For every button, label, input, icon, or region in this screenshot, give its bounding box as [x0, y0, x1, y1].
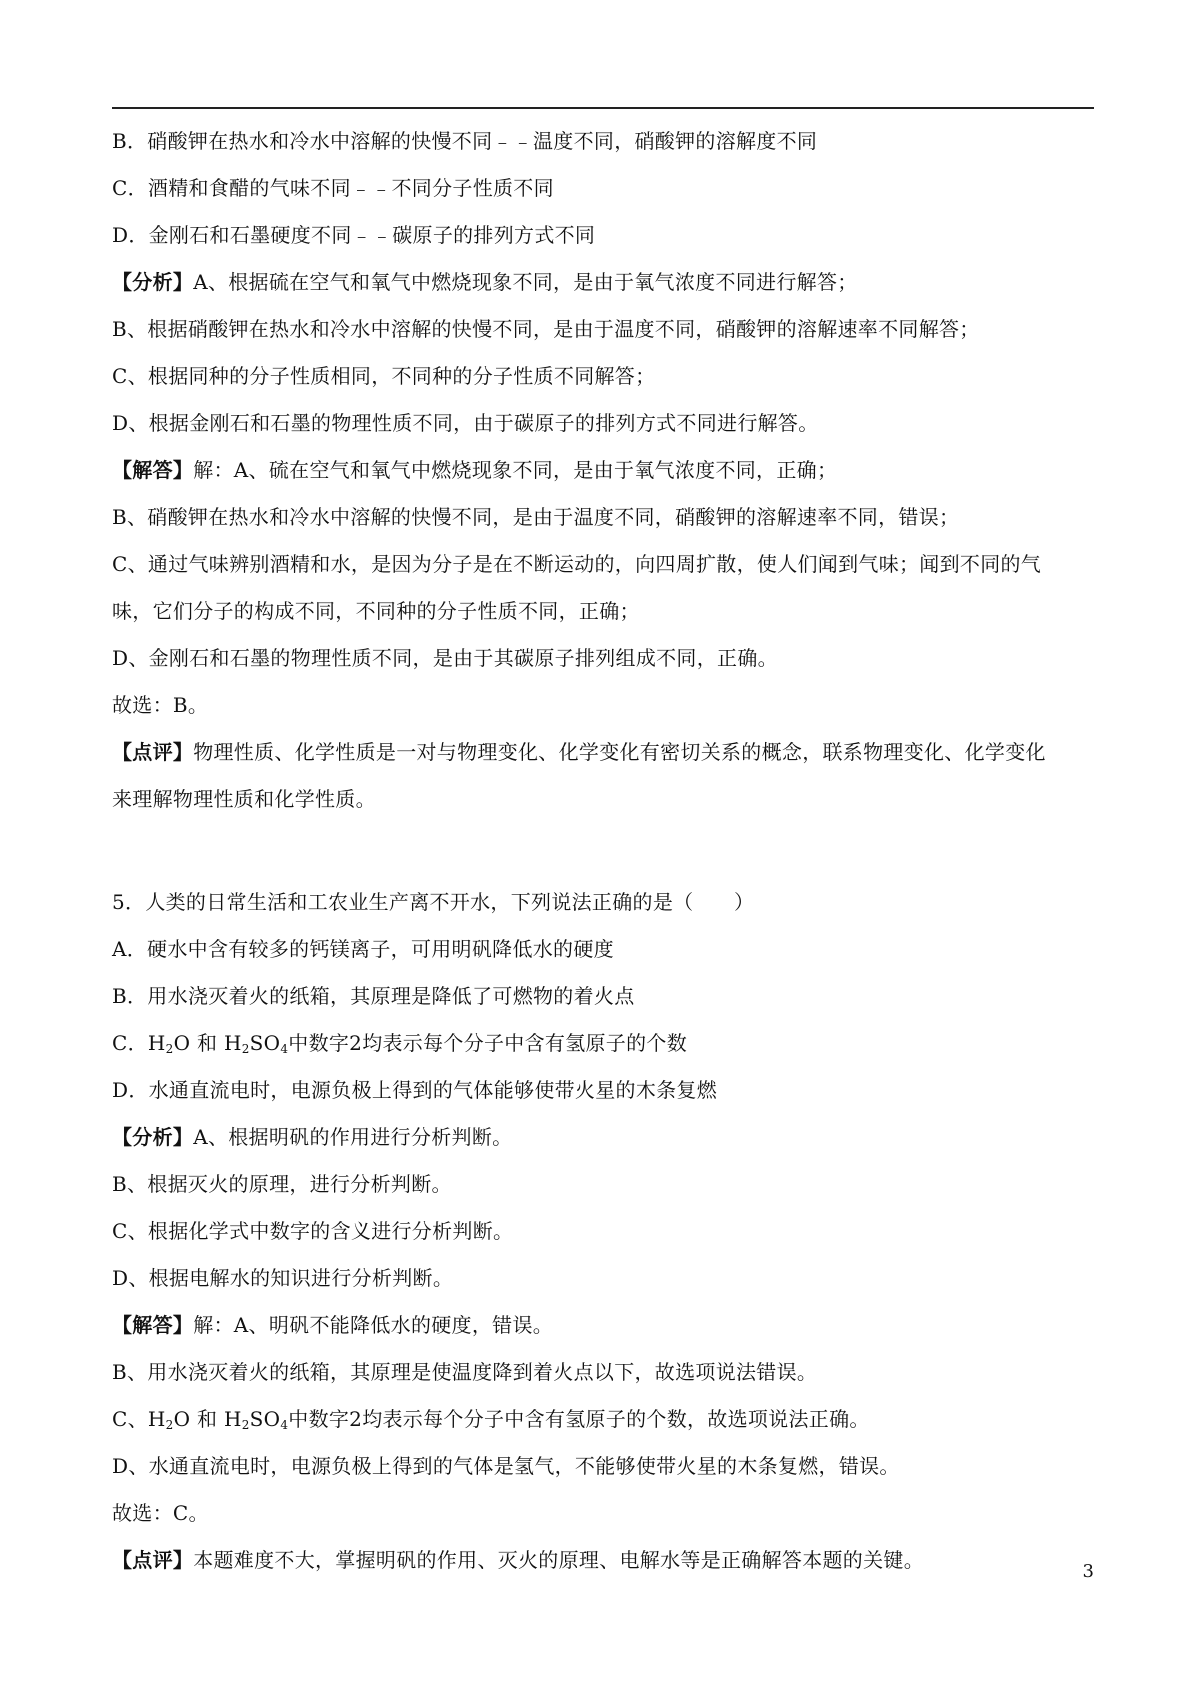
analysis-line-q5-3: C、根据化学式中数字的含义进行分析判断。	[112, 1219, 514, 1243]
analysis-line-q4-1: 【分析】A、根据硫在空气和氧气中燃烧现象不同，是由于氧气浓度不同进行解答；	[112, 270, 858, 294]
comment-line-q5-1: 【点评】本题难度不大，掌握明矾的作用、灭火的原理、电解水等是正确解答本题的关键。	[112, 1548, 925, 1572]
option-d-q5: D．水通直流电时，电源负极上得到的气体能够使带火星的木条复燃	[112, 1078, 718, 1102]
answer-line-q5-4: D、水通直流电时，电源负极上得到的气体是氢气，不能够使带火星的木条复燃，错误。	[112, 1454, 900, 1478]
analysis-line-q4-3: C、根据同种的分子性质相同，不同种的分子性质不同解答；	[112, 364, 656, 388]
answer-line-q5-2: B、用水浇灭着火的纸箱，其原理是使温度降到着火点以下，故选项说法错误。	[112, 1360, 818, 1384]
answer-line-q4-6: 故选：B。	[112, 693, 209, 717]
answer-line-q4-5: D、金刚石和石墨的物理性质不同，是由于其碳原子排列组成不同，正确。	[112, 646, 778, 670]
analysis-tag: 【分析】	[112, 1125, 194, 1149]
option-a-q5: A．硬水中含有较多的钙镁离子，可用明矾降低水的硬度	[112, 937, 614, 961]
option-c-q5: C．$H_2O$ 和 $H_2SO_4$中数字2均表示每个分子中含有氢原子的个数	[112, 1031, 688, 1056]
analysis-tag: 【分析】	[112, 270, 194, 294]
option-c-q4: C．酒精和食醋的气味不同﹣﹣不同分子性质不同	[112, 176, 554, 200]
analysis-line-q5-1: 【分析】A、根据明矾的作用进行分析判断。	[112, 1125, 513, 1149]
page-content	[112, 118, 1094, 1584]
page-number: 3	[1082, 1561, 1094, 1582]
answer-line-q4-2: B、硝酸钾在热水和冷水中溶解的快慢不同，是由于温度不同，硝酸钾的溶解速率不同，错误；	[112, 505, 960, 529]
answer-tag: 【解答】	[112, 458, 194, 482]
analysis-line-q4-4: D、根据金刚石和石墨的物理性质不同，由于碳原子的排列方式不同进行解答。	[112, 411, 819, 435]
option-b-q5: B．用水浇灭着火的纸箱，其原理是降低了可燃物的着火点	[112, 984, 635, 1008]
analysis-line-q4-2: B、根据硝酸钾在热水和冷水中溶解的快慢不同，是由于温度不同，硝酸钾的溶解速率不同解答；	[112, 317, 980, 341]
analysis-line-q5-4: D、根据电解水的知识进行分析判断。	[112, 1266, 454, 1290]
answer-line-q5-5: 故选：C。	[112, 1501, 209, 1525]
section-gap	[112, 823, 1094, 879]
comment-line-q4-2: 来理解物理性质和化学性质。	[112, 787, 376, 811]
answer-line-q4-1: 【解答】解：A、硫在空气和氧气中燃烧现象不同，是由于氧气浓度不同，正确；	[112, 458, 838, 482]
answer-line-q4-3: C、通过气味辨别酒精和水，是因为分子是在不断运动的，向四周扩散，使人们闻到气味；闻到不同的气	[112, 552, 1042, 576]
comment-tag: 【点评】	[112, 740, 194, 764]
comment-tag: 【点评】	[112, 1548, 194, 1572]
answer-line-q5-1: 【解答】解：A、明矾不能降低水的硬度，错误。	[112, 1313, 554, 1337]
question-5-stem: 5．人类的日常生活和工农业生产离不开水，下列说法正确的是（ ）	[112, 890, 755, 914]
answer-tag: 【解答】	[112, 1313, 194, 1337]
answer-line-q5-3: C、$H_2O$ 和 $H_2SO_4$中数字2均表示每个分子中含有氢原子的个数，故选项说法正确。	[112, 1407, 870, 1432]
comment-line-q4-1: 【点评】物理性质、化学性质是一对与物理变化、化学变化有密切关系的概念，联系物理变化、化学变化	[112, 740, 1046, 764]
option-d-q4: D．金刚石和石墨硬度不同﹣﹣碳原子的排列方式不同	[112, 223, 596, 247]
answer-line-q4-4: 味，它们分子的构成不同，不同种的分子性质不同，正确；	[112, 599, 640, 623]
header-rule	[112, 107, 1094, 109]
option-b-q4: B．硝酸钾在热水和冷水中溶解的快慢不同﹣﹣温度不同，硝酸钾的溶解度不同	[112, 129, 818, 153]
analysis-line-q5-2: B、根据灭火的原理，进行分析判断。	[112, 1172, 452, 1196]
